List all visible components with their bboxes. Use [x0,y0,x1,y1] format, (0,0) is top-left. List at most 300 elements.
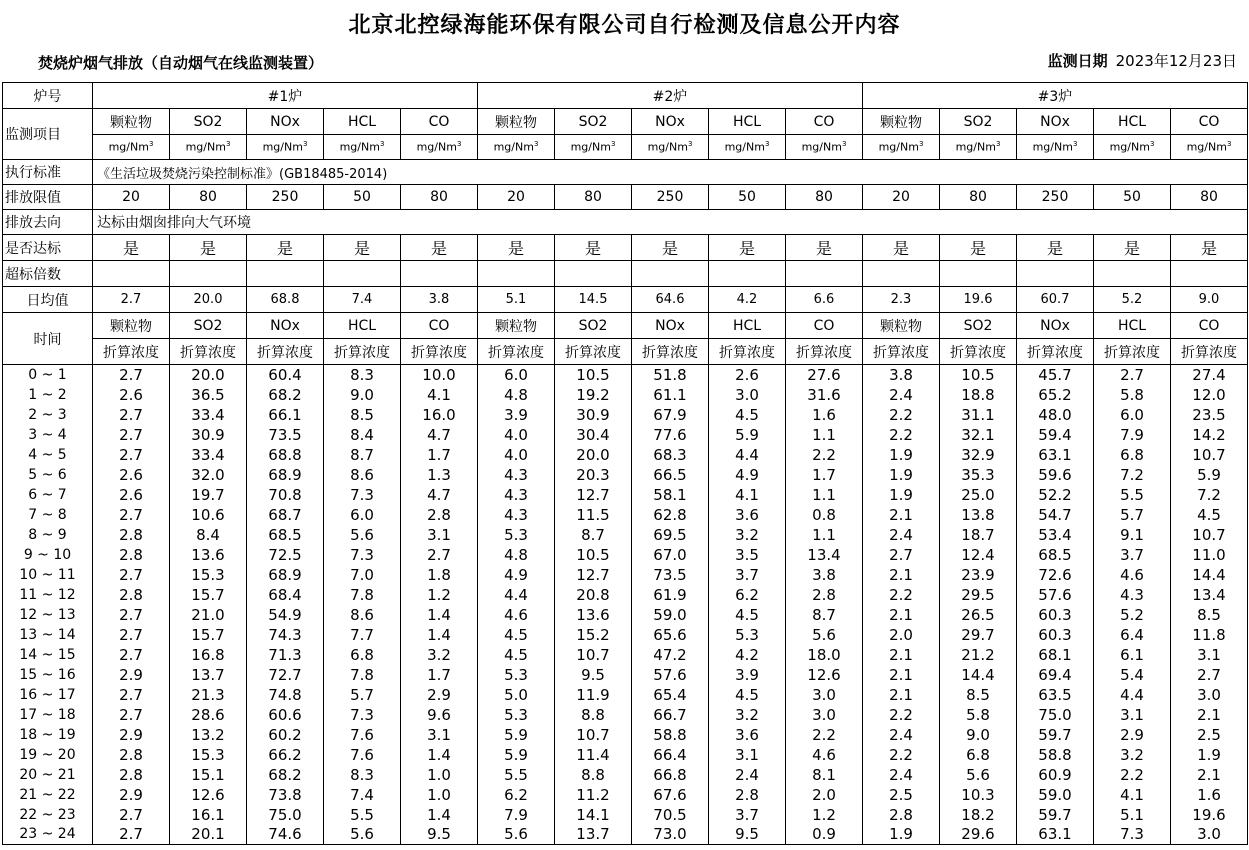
hourly-row [3,365,1248,385]
hourly-value: 6.8 [940,745,1017,765]
compliant-value: 是 [709,235,786,261]
date-value: 2023年12月23日 [1115,52,1237,70]
hourly-value: 5.2 [1094,605,1171,625]
hourly-value: 2.6 [93,485,170,505]
daily-avg-value: 20.0 [170,287,247,313]
hourly-value: 8.8 [555,765,632,785]
hourly-value: 2.2 [863,405,940,425]
hourly-value: 68.7 [247,505,324,525]
hourly-value: 5.3 [478,525,555,545]
hourly-value: 8.6 [324,465,401,485]
hourly-row [3,565,1248,585]
emissions-table [2,82,1248,845]
pollutant-name: HCL [1094,313,1171,339]
hourly-value: 10.7 [555,645,632,665]
hourly-value: 2.1 [863,645,940,665]
pollutant-name: CO [401,109,478,135]
exceed-value [401,261,478,287]
unit-cell [632,135,709,160]
hourly-value: 4.3 [478,485,555,505]
hourly-value: 2.2 [863,745,940,765]
limit-value: 80 [940,185,1017,210]
hourly-value: 29.7 [940,625,1017,645]
hourly-value: 58.8 [1017,745,1094,765]
hourly-value: 67.9 [632,405,709,425]
hourly-value: 28.6 [170,705,247,725]
hourly-value: 3.1 [401,525,478,545]
hourly-value: 7.6 [324,745,401,765]
pollutant-name: HCL [709,109,786,135]
unit-superscript: 3 [379,140,385,149]
unit-superscript: 3 [841,140,847,149]
hourly-value: 2.9 [93,725,170,745]
hour-range: 5 ~ 6 [3,465,93,485]
hourly-value: 2.4 [863,385,940,405]
unit-superscript: 3 [456,140,462,149]
hourly-value: 73.0 [632,825,709,845]
hourly-value: 74.3 [247,625,324,645]
furnace-name: #3炉 [863,83,1248,109]
hourly-value: 2.7 [93,825,170,845]
conversion-label: 折算浓度 [940,339,1017,365]
unit-text: mg/Nm [955,140,996,154]
hourly-value: 20.3 [555,465,632,485]
conversion-label: 折算浓度 [1094,339,1171,365]
hourly-value: 4.5 [1171,505,1248,525]
standard-row [3,160,1248,185]
hourly-value: 2.6 [93,465,170,485]
hourly-value: 2.4 [863,525,940,545]
section-subtitle: 焚烧炉烟气排放（自动烟气在线监测装置） [38,54,324,72]
hourly-value: 20.8 [555,585,632,605]
hourly-value: 2.8 [93,745,170,765]
hourly-value: 2.1 [1171,705,1248,725]
hourly-value: 2.6 [709,365,786,385]
hourly-value: 11.5 [555,505,632,525]
hourly-value: 3.2 [1094,745,1171,765]
compliant-value: 是 [1171,235,1248,261]
hourly-value: 2.7 [93,705,170,725]
pollutant-row [3,109,1248,135]
hourly-value: 7.4 [324,785,401,805]
hourly-value: 1.6 [1171,785,1248,805]
hourly-value: 58.8 [632,725,709,745]
hourly-value: 2.1 [863,505,940,525]
hourly-value: 7.0 [324,565,401,585]
hourly-value: 10.7 [1171,525,1248,545]
daily-avg-value: 5.1 [478,287,555,313]
hourly-value: 31.6 [786,385,863,405]
hourly-value: 61.1 [632,385,709,405]
compliant-value: 是 [401,235,478,261]
hourly-value: 8.7 [786,605,863,625]
hourly-value: 5.5 [1094,485,1171,505]
hourly-value: 15.7 [170,585,247,605]
hourly-value: 5.1 [1094,805,1171,825]
hourly-row [3,685,1248,705]
hourly-value: 58.1 [632,485,709,505]
limit-value: 80 [555,185,632,210]
limit-value: 80 [786,185,863,210]
hourly-value: 72.6 [1017,565,1094,585]
hour-range: 21 ~ 22 [3,785,93,805]
hourly-value: 8.3 [324,765,401,785]
unit-superscript: 3 [918,140,924,149]
hourly-value: 19.7 [170,485,247,505]
hourly-value: 59.7 [1017,805,1094,825]
hourly-value: 16.8 [170,645,247,665]
hourly-value: 7.2 [1094,465,1171,485]
limit-value: 20 [478,185,555,210]
hourly-value: 4.8 [478,545,555,565]
hourly-value: 1.3 [401,465,478,485]
hourly-value: 5.6 [478,825,555,845]
hourly-value: 27.4 [1171,365,1248,385]
hourly-value: 36.5 [170,385,247,405]
hourly-row [3,665,1248,685]
hourly-value: 70.8 [247,485,324,505]
hourly-row [3,765,1248,785]
hourly-value: 68.8 [247,445,324,465]
hourly-value: 3.1 [1094,705,1171,725]
hourly-value: 60.4 [247,365,324,385]
hourly-value: 67.0 [632,545,709,565]
pollutant-name: NOx [1017,109,1094,135]
hourly-value: 15.7 [170,625,247,645]
hourly-value: 5.9 [709,425,786,445]
hourly-value: 35.3 [940,465,1017,485]
hour-range: 18 ~ 19 [3,725,93,745]
hourly-value: 2.4 [709,765,786,785]
hourly-value: 74.6 [247,825,324,845]
hourly-value: 1.9 [863,445,940,465]
unit-text: mg/Nm [878,140,919,154]
compliant-value: 是 [247,235,324,261]
hourly-value: 1.0 [401,765,478,785]
hourly-row [3,625,1248,645]
hourly-value: 8.5 [324,405,401,425]
compliant-value: 是 [863,235,940,261]
unit-text: mg/Nm [647,140,688,154]
exceed-value [93,261,170,287]
hourly-value: 73.5 [632,565,709,585]
unit-superscript: 3 [148,140,154,149]
hourly-value: 72.5 [247,545,324,565]
unit-text: mg/Nm [1109,140,1150,154]
hourly-value: 10.0 [401,365,478,385]
hourly-value: 5.5 [478,765,555,785]
hourly-value: 2.4 [863,725,940,745]
hourly-value: 2.2 [1094,765,1171,785]
standard-text: 《生活垃圾焚烧污染控制标准》(GB18485-2014) [93,160,1248,185]
hourly-value: 63.5 [1017,685,1094,705]
limit-value: 80 [1171,185,1248,210]
hourly-value: 8.7 [324,445,401,465]
conversion-label: 折算浓度 [170,339,247,365]
compliant-value: 是 [1094,235,1171,261]
hourly-value: 2.2 [863,585,940,605]
hourly-row [3,445,1248,465]
hourly-value: 73.8 [247,785,324,805]
hourly-value: 10.7 [555,725,632,745]
unit-text: mg/Nm [339,140,380,154]
hourly-value: 4.5 [709,405,786,425]
hourly-value: 65.6 [632,625,709,645]
hourly-value: 2.7 [93,685,170,705]
hourly-value: 3.1 [401,725,478,745]
hourly-value: 9.5 [401,825,478,845]
hourly-value: 9.5 [555,665,632,685]
hourly-value: 66.1 [247,405,324,425]
hourly-value: 59.4 [1017,425,1094,445]
hourly-value: 7.3 [324,485,401,505]
hourly-row [3,585,1248,605]
hourly-value: 2.0 [786,785,863,805]
hourly-value: 60.9 [1017,765,1094,785]
daily-avg-row [3,287,1248,313]
daily-avg-value: 60.7 [1017,287,1094,313]
hourly-value: 23.9 [940,565,1017,585]
hourly-value: 2.8 [93,765,170,785]
hourly-value: 1.4 [401,745,478,765]
hourly-value: 75.0 [247,805,324,825]
hour-range: 19 ~ 20 [3,745,93,765]
hourly-value: 2.5 [1171,725,1248,745]
hour-range: 1 ~ 2 [3,385,93,405]
pollutant-name: 颗粒物 [863,313,940,339]
hourly-value: 4.4 [709,445,786,465]
hour-range: 6 ~ 7 [3,485,93,505]
hourly-value: 68.1 [1017,645,1094,665]
hourly-value: 3.7 [709,565,786,585]
unit-cell [93,135,170,160]
daily-avg-value: 14.5 [555,287,632,313]
hourly-value: 6.8 [324,645,401,665]
hourly-value: 20.0 [170,365,247,385]
hourly-value: 13.6 [555,605,632,625]
conversion-label: 折算浓度 [632,339,709,365]
hourly-value: 4.7 [401,425,478,445]
hourly-value: 66.7 [632,705,709,725]
limit-row [3,185,1248,210]
hour-range: 13 ~ 14 [3,625,93,645]
limit-value: 80 [401,185,478,210]
unit-superscript: 3 [687,140,693,149]
hourly-value: 2.7 [93,645,170,665]
hourly-value: 3.5 [709,545,786,565]
hourly-value: 9.0 [940,725,1017,745]
hourly-value: 2.2 [786,725,863,745]
hourly-value: 4.6 [1094,565,1171,585]
hourly-value: 18.2 [940,805,1017,825]
hourly-value: 4.4 [1094,685,1171,705]
unit-superscript: 3 [1072,140,1078,149]
conversion-label: 折算浓度 [1017,339,1094,365]
hourly-value: 4.3 [478,465,555,485]
hourly-value: 2.7 [93,425,170,445]
hourly-value: 10.7 [1171,445,1248,465]
hourly-value: 4.4 [478,585,555,605]
hourly-value: 72.7 [247,665,324,685]
hourly-value: 70.5 [632,805,709,825]
hourly-value: 68.4 [247,585,324,605]
hourly-value: 3.1 [709,745,786,765]
hour-range: 4 ~ 5 [3,445,93,465]
hourly-value: 7.9 [478,805,555,825]
hourly-value: 63.1 [1017,445,1094,465]
unit-text: mg/Nm [185,140,226,154]
hourly-value: 71.3 [247,645,324,665]
hour-range: 2 ~ 3 [3,405,93,425]
unit-cell [247,135,324,160]
pollutant-name: CO [786,313,863,339]
hourly-value: 1.8 [401,565,478,585]
conversion-label: 折算浓度 [247,339,324,365]
unit-cell [170,135,247,160]
hourly-value: 59.0 [632,605,709,625]
hour-range: 12 ~ 13 [3,605,93,625]
hourly-value: 3.1 [1171,645,1248,665]
unit-cell [478,135,555,160]
hourly-value: 4.1 [709,485,786,505]
exceed-value [324,261,401,287]
hourly-value: 8.4 [324,425,401,445]
hourly-value: 3.0 [709,385,786,405]
hourly-value: 4.2 [709,645,786,665]
compliant-label: 是否达标 [3,235,93,261]
destination-text: 达标由烟囱排向大气环境 [93,210,1248,235]
hourly-value: 10.5 [555,365,632,385]
hourly-value: 26.5 [940,605,1017,625]
hourly-value: 2.7 [1094,365,1171,385]
hourly-value: 1.0 [401,785,478,805]
hourly-row [3,785,1248,805]
hourly-value: 14.1 [555,805,632,825]
hourly-value: 19.2 [555,385,632,405]
hourly-value: 10.3 [940,785,1017,805]
hourly-value: 2.4 [863,765,940,785]
hourly-value: 75.0 [1017,705,1094,725]
hourly-value: 1.4 [401,605,478,625]
hourly-value: 2.7 [863,545,940,565]
unit-text: mg/Nm [262,140,303,154]
unit-cell [940,135,1017,160]
hour-range: 9 ~ 10 [3,545,93,565]
hourly-value: 2.9 [401,685,478,705]
unit-text: mg/Nm [1032,140,1073,154]
hourly-value: 3.2 [709,525,786,545]
compliant-value: 是 [478,235,555,261]
hourly-row [3,825,1248,845]
hourly-value: 11.2 [555,785,632,805]
hourly-value: 5.3 [478,705,555,725]
hourly-value: 2.8 [93,585,170,605]
pollutant-name: NOx [1017,313,1094,339]
hourly-value: 15.3 [170,565,247,585]
hourly-value: 54.9 [247,605,324,625]
exceed-value [940,261,1017,287]
date-label: 监测日期 [1047,52,1108,70]
hourly-value: 1.2 [401,585,478,605]
limit-value: 50 [324,185,401,210]
hourly-value: 10.6 [170,505,247,525]
item-label: 监测项目 [3,109,93,160]
hourly-pollutant-row [3,313,1248,339]
hour-range: 23 ~ 24 [3,825,93,845]
hourly-value: 31.1 [940,405,1017,425]
daily-avg-value: 6.6 [786,287,863,313]
hourly-value: 10.5 [555,545,632,565]
hourly-value: 16.1 [170,805,247,825]
hourly-row [3,605,1248,625]
hour-range: 10 ~ 11 [3,565,93,585]
hourly-value: 3.2 [709,705,786,725]
hourly-value: 4.0 [478,425,555,445]
hourly-value: 19.6 [1171,805,1248,825]
hourly-value: 1.6 [786,405,863,425]
limit-value: 250 [1017,185,1094,210]
hourly-value: 4.9 [709,465,786,485]
hourly-value: 2.7 [93,805,170,825]
unit-superscript: 3 [1226,140,1232,149]
destination-label: 排放去向 [3,210,93,235]
hour-range: 7 ~ 8 [3,505,93,525]
hourly-value: 2.1 [863,665,940,685]
hourly-value: 7.3 [324,705,401,725]
hourly-value: 2.7 [93,605,170,625]
compliant-value: 是 [555,235,632,261]
unit-cell [1017,135,1094,160]
pollutant-name: 颗粒物 [93,109,170,135]
hourly-value: 65.4 [632,685,709,705]
hourly-value: 9.0 [324,385,401,405]
hourly-value: 12.0 [1171,385,1248,405]
hourly-value: 2.8 [93,545,170,565]
hourly-value: 6.2 [478,785,555,805]
hourly-value: 1.4 [401,805,478,825]
hourly-value: 77.6 [632,425,709,445]
hourly-value: 2.2 [786,445,863,465]
hourly-value: 25.0 [940,485,1017,505]
hourly-value: 3.8 [786,565,863,585]
unit-superscript: 3 [1149,140,1155,149]
compliant-value: 是 [170,235,247,261]
hourly-value: 2.8 [709,785,786,805]
hourly-value: 4.6 [478,605,555,625]
monitoring-date [1048,50,1237,71]
hourly-value: 2.1 [863,605,940,625]
hourly-value: 3.9 [709,665,786,685]
pollutant-name: NOx [632,313,709,339]
hourly-value: 8.6 [324,605,401,625]
conversion-label: 折算浓度 [786,339,863,365]
pollutant-name: HCL [709,313,786,339]
hourly-value: 5.6 [324,525,401,545]
exceed-value [555,261,632,287]
hourly-value: 59.7 [1017,725,1094,745]
hourly-value: 1.9 [1171,745,1248,765]
hourly-value: 2.8 [93,525,170,545]
hourly-value: 32.0 [170,465,247,485]
page-title: 北京北控绿海能环保有限公司自行检测及信息公开内容 [348,13,901,38]
hourly-value: 12.7 [555,565,632,585]
hourly-value: 1.1 [786,485,863,505]
hourly-value: 13.8 [940,505,1017,525]
hourly-value: 14.4 [1171,565,1248,585]
hourly-value: 74.8 [247,685,324,705]
exceed-value [1094,261,1171,287]
hourly-value: 6.0 [1094,405,1171,425]
